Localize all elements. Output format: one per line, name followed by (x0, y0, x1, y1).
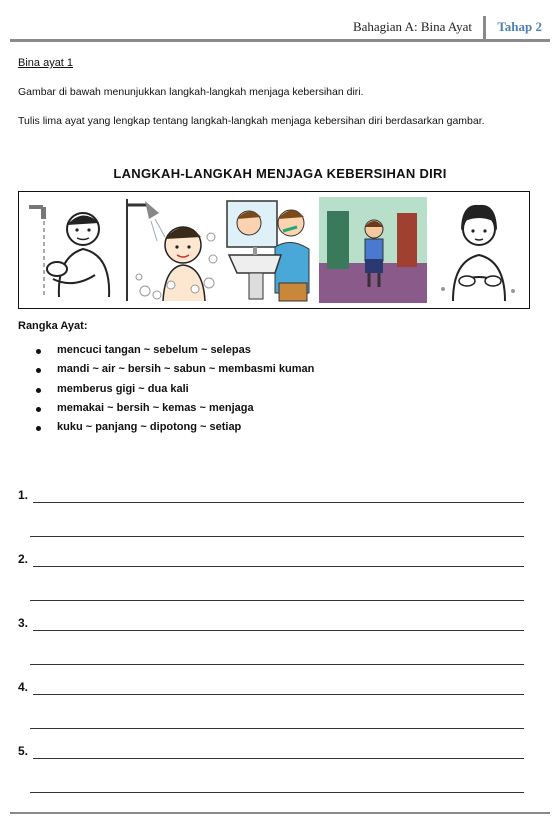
frame-item: mandi ~ air ~ bersih ~ sabun ~ membasmi kuman (36, 363, 314, 382)
sentence-frame-label: Rangka Ayat: (18, 320, 88, 332)
showering-image (125, 197, 221, 303)
header-divider (483, 16, 486, 40)
exercise-title: Bina ayat 1 (18, 57, 74, 69)
answer-number: 2. (18, 552, 29, 566)
tooth-brushing-image (223, 197, 319, 303)
answer-line[interactable] (30, 664, 524, 665)
answer-number: 3. (18, 616, 29, 630)
section-title: Bahagian A: Bina Ayat (352, 19, 472, 34)
answer-line[interactable] (30, 536, 524, 537)
answer-line[interactable] (33, 502, 524, 503)
frame-item: mencuci tangan ~ sebelum ~ selepas (36, 344, 314, 363)
answer-line[interactable] (30, 728, 524, 729)
answer-line[interactable] (30, 600, 524, 601)
instruction-2: Tulis lima ayat yang lengkap tentang langkah-langkah menjaga kebersihan diri berdasarkan gambar. (18, 115, 485, 127)
answer-number: 5. (18, 744, 29, 758)
picture-strip (18, 191, 530, 309)
answer-number: 1. (18, 488, 29, 502)
answer-line[interactable] (33, 630, 524, 631)
level-label: Tahap 2 (497, 19, 542, 34)
answer-line[interactable] (33, 758, 524, 759)
footer-rule (10, 812, 550, 814)
instruction-1: Gambar di bawah menunjukkan langkah-langkah menjaga kebersihan diri. (18, 86, 364, 98)
neat-dressing-image (319, 197, 427, 303)
answer-line[interactable] (33, 566, 524, 567)
nail-cutting-image (431, 197, 527, 303)
hand-washing-image (23, 197, 121, 303)
banner-title: LANGKAH-LANGKAH MENJAGA KEBERSIHAN DIRI (113, 166, 447, 181)
answer-line[interactable] (30, 792, 524, 793)
answer-line[interactable] (33, 694, 524, 695)
sentence-frame-list (36, 344, 314, 440)
answer-number: 4. (18, 680, 29, 694)
frame-item: kuku ~ panjang ~ dipotong ~ setiap (36, 421, 314, 440)
header-rule (10, 39, 550, 42)
frame-item: memakai ~ bersih ~ kemas ~ menjaga (36, 402, 314, 421)
page-header (10, 12, 550, 40)
frame-item: memberus gigi ~ dua kali (36, 383, 314, 402)
